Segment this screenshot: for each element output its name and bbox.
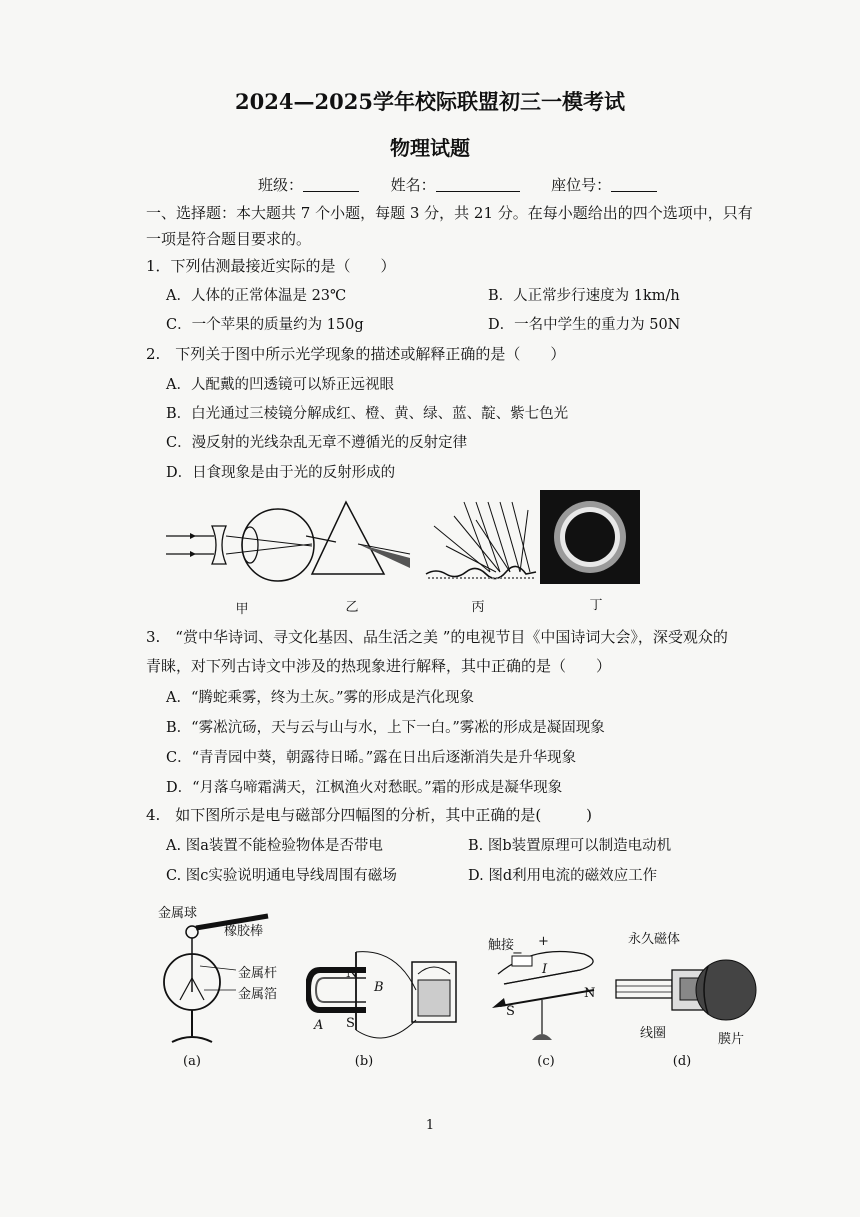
- label-metal-ball: 金属球: [158, 906, 198, 921]
- subject-title: 物理试题: [390, 136, 470, 160]
- q4-option-b: B. 图b装置原理可以制造电动机: [468, 838, 672, 854]
- q3-stem-line2: 青睐，对下列古诗文中涉及的热现象进行解释，其中正确的是（ ）: [146, 657, 612, 675]
- label-rubber-rod: 橡胶棒: [224, 924, 264, 939]
- label-metal-pole: 金属杆: [238, 966, 278, 981]
- q1-stem: 1．下列估测最接近实际的是（ ）: [146, 257, 396, 275]
- section-intro-line1: 一、选择题：本大题共 7 个小题，每题 3 分，共 21 分。在每小题给出的四个选项中，只有: [146, 204, 753, 222]
- q4-fig-label-c: (c): [537, 1054, 555, 1069]
- q1-option-c: C．一个苹果的质量约为 150g: [166, 317, 364, 333]
- q3-option-c: C．“青青园中葵，朝露待日晞。”露在日出后逐渐消失是升华现象: [166, 750, 577, 766]
- q1-option-b: B．人正常步行速度为 1km/h: [488, 288, 680, 304]
- section-intro-line2: 一项是符合题目要求的。: [146, 230, 312, 248]
- label-coil: 线圈: [640, 1026, 667, 1041]
- seat-label: 座位号：: [551, 176, 612, 194]
- label-plus: +: [538, 934, 549, 949]
- q2-stem: 2. 下列关于图中所示光学现象的描述或解释正确的是（ ）: [146, 345, 566, 363]
- label-metal-foil: 金属箔: [238, 987, 278, 1002]
- q1-option-d: D．一名中学生的重力为 50N: [488, 317, 681, 333]
- solar-eclipse-figure: [540, 490, 640, 584]
- magnet-galvanometer-figure: [306, 950, 466, 1050]
- eye-concave-lens-figure: [160, 500, 320, 590]
- q3-option-b: B．“雾凇沆砀，天与云与山与水，上下一白。”雾凇的形成是凝固现象: [166, 720, 605, 736]
- label-permanent-magnet: 永久磁体: [628, 932, 681, 947]
- q3-option-a: A．“腾蛇乘雾，终为土灰。”雾的形成是汽化现象: [166, 690, 475, 706]
- exam-title: 2024—2025学年校际联盟初三一模考试: [235, 89, 625, 114]
- label-c-south: S: [506, 1004, 515, 1019]
- q2-option-d: D．日食现象是由于光的反射形成的: [166, 465, 396, 481]
- q2-option-b: B．白光通过三棱镜分解成红、橙、黄、绿、蓝、靛、紫七色光: [166, 406, 569, 422]
- speaker-figure: [614, 950, 764, 1040]
- class-blank: [303, 177, 359, 192]
- class-label: 班级：: [258, 176, 304, 194]
- student-info-row: [258, 174, 657, 195]
- q2-option-c: C．漫反射的光线杂乱无章不遵循光的反射定律: [166, 435, 468, 451]
- label-b-north: N: [346, 966, 358, 981]
- q4-fig-label-a: (a): [183, 1054, 201, 1069]
- label-minus: −: [512, 946, 523, 961]
- q4-option-c: C. 图c实验说明通电导线周围有磁场: [166, 868, 397, 884]
- name-blank: [436, 177, 520, 192]
- label-diaphragm: 膜片: [718, 1032, 745, 1047]
- q2-fig-label-jia: 甲: [235, 602, 249, 617]
- label-b-a: A: [314, 1018, 324, 1033]
- name-label: 姓名：: [390, 176, 436, 194]
- q2-fig-label-yi: 乙: [345, 600, 359, 615]
- label-b-b: B: [374, 980, 384, 995]
- q4-fig-label-d: (d): [672, 1054, 692, 1069]
- q2-fig-label-bing: 丙: [471, 600, 485, 615]
- q3-option-d: D．“月落乌啼霜满天，江枫渔火对愁眠。”霜的形成是凝华现象: [166, 780, 563, 796]
- label-c-north: N: [584, 986, 596, 1001]
- page-number: 1: [425, 1118, 435, 1133]
- label-current: I: [542, 962, 548, 977]
- q4-stem: 4. 如下图所示是电与磁部分四幅图的分析，其中正确的是( ): [146, 806, 593, 824]
- prism-figure: [306, 496, 416, 586]
- q4-option-a: A. 图a装置不能检验物体是否带电: [166, 838, 383, 854]
- diffuse-reflection-figure: [424, 496, 539, 586]
- q2-option-a: A．人配戴的凹透镜可以矫正远视眼: [166, 377, 394, 393]
- seat-blank: [611, 177, 657, 192]
- label-touch: 触接: [488, 938, 515, 953]
- q4-option-d: D. 图d利用电流的磁效应工作: [468, 868, 658, 884]
- q2-fig-label-ding: 丁: [589, 598, 603, 613]
- q1-option-a: A．人体的正常体温是 23℃: [166, 288, 347, 304]
- label-b-south: S: [346, 1016, 355, 1031]
- q4-fig-label-b: (b): [354, 1054, 374, 1069]
- q3-stem-line1: 3. “赏中华诗词、寻文化基因、品生活之美 ”的电视节目《中国诗词大会》，深受观众的: [146, 628, 728, 646]
